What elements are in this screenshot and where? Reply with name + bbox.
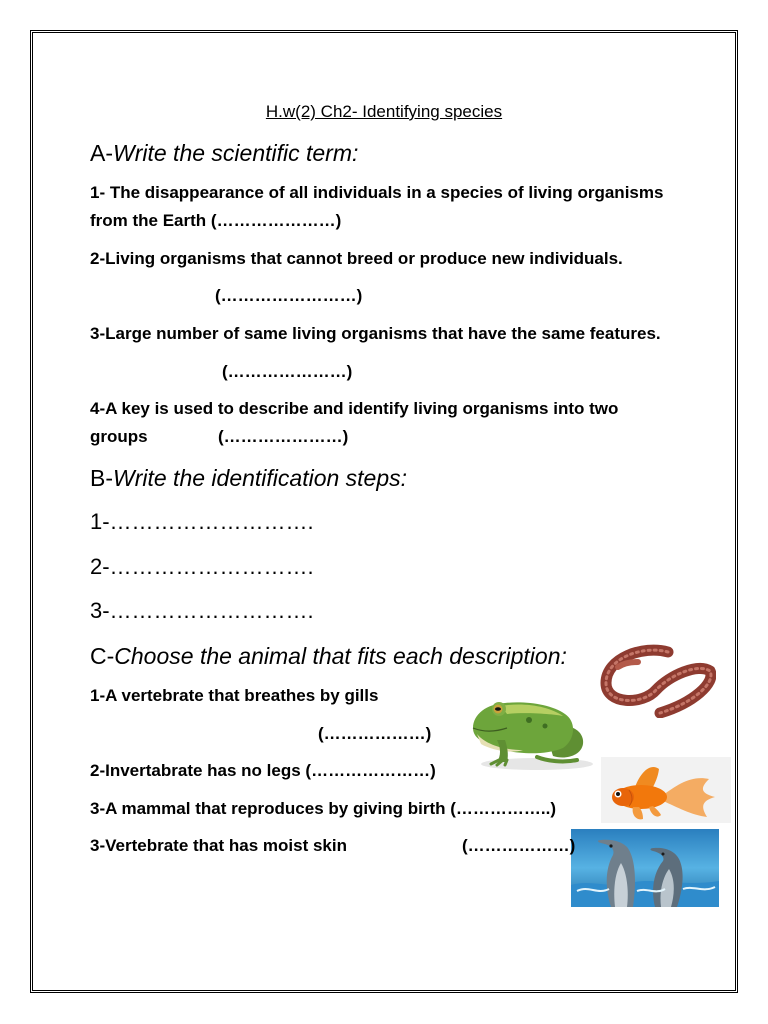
section-b-prefix: B-	[90, 465, 113, 491]
goldfish-pupil	[616, 792, 620, 796]
goldfish-image	[601, 757, 731, 823]
water-surface	[571, 881, 719, 907]
answer-blank-a1: (…………………)	[210, 211, 342, 230]
dolphin-front-eye	[609, 844, 612, 847]
earthworm-image	[598, 643, 716, 718]
dolphin-back-eye	[662, 853, 665, 856]
frog-spot	[526, 717, 532, 723]
section-a-heading	[90, 139, 358, 167]
frog-pupil	[495, 707, 501, 711]
question-a3: 3-Large number of same living organisms that have the same features.	[90, 324, 661, 343]
section-a-heading-text: Write the scientific term:	[113, 140, 359, 166]
question-c4: 3-Vertebrate that has moist skin	[90, 836, 347, 855]
question-a1-line2-text: from the Earth	[90, 211, 207, 230]
section-b-heading-text: Write the identification steps:	[113, 465, 408, 491]
question-a4-line1: 4-A key is used to describe and identify living organisms into two	[90, 399, 619, 418]
answer-blank-c2: (…………………)	[305, 761, 436, 780]
question-a1-line1: 1- The disappearance of all individuals in a species of living organisms	[90, 183, 664, 202]
question-c2	[90, 760, 436, 782]
section-a-prefix: A-	[90, 140, 113, 166]
worksheet-title-text: H.w(2) Ch2- Identifying species	[265, 102, 503, 121]
section-c-heading-text: Choose the animal that fits each description:	[114, 643, 567, 669]
identification-step-3: 3-……………………….	[90, 598, 314, 623]
dolphin-image	[571, 829, 719, 907]
frog-spot	[543, 724, 548, 729]
answer-blank-c4: (………………)	[462, 836, 576, 855]
worm-clitellum	[618, 662, 638, 667]
question-c3	[90, 798, 556, 820]
answer-blank-a3: (…………………)	[222, 362, 353, 381]
question-a4-line2: groups	[90, 427, 148, 446]
answer-blank-a4: (…………………)	[218, 427, 349, 446]
answer-blank-c3: (……………..)	[450, 799, 557, 818]
question-a2: 2-Living organisms that cannot breed or produce new individuals.	[90, 249, 623, 268]
answer-blank-a2: (……………………)	[215, 286, 363, 305]
question-a1-line2	[90, 210, 341, 232]
identification-step-2: 2-……………………….	[90, 554, 314, 579]
question-c2-text: 2-Invertabrate has no legs	[90, 761, 301, 780]
answer-blank-c1: (………………)	[318, 724, 432, 743]
question-c3-text: 3-A mammal that reproduces by giving birth	[90, 799, 446, 818]
frog-image	[467, 690, 595, 772]
question-c1: 1-A vertebrate that breathes by gills	[90, 686, 379, 705]
section-c-prefix: C-	[90, 643, 115, 669]
identification-step-1: 1-……………………….	[90, 509, 314, 534]
section-c-heading	[90, 642, 567, 670]
section-b-heading	[90, 464, 407, 492]
worksheet-title	[0, 101, 768, 123]
